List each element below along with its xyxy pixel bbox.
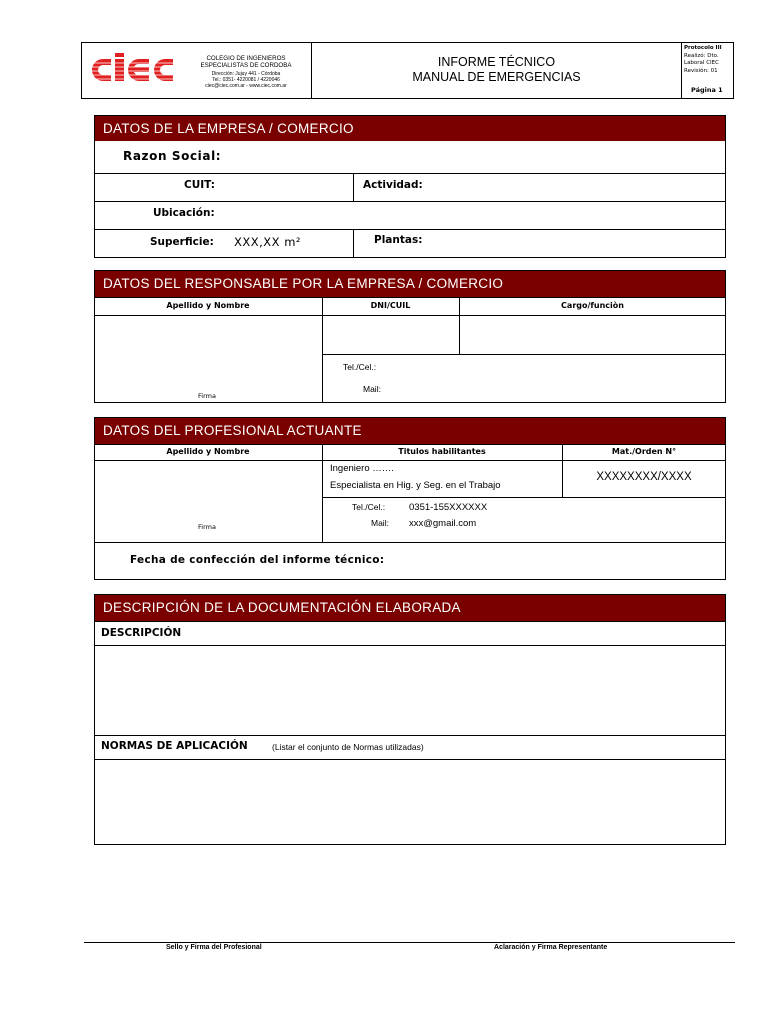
normas-hint: (Listar el conjunto de Normas utilizadas) bbox=[272, 742, 424, 752]
profesional-section-title: DATOS DEL PROFESIONAL ACTUANTE bbox=[95, 418, 725, 444]
college-name-line1: COLEGIO DE INGENIEROS bbox=[206, 55, 286, 62]
college-address: Dirección: Jujuy 441 - Córdoba bbox=[211, 71, 281, 77]
profesional-tel-value: 0351-155XXXXXX bbox=[409, 502, 488, 513]
college-web: ciec@ciec.com.ar - www.ciec.com.ar bbox=[205, 83, 287, 89]
profesional-col-titulos: Titulos habilitantes bbox=[398, 447, 486, 456]
ciec-logo-icon bbox=[87, 53, 183, 87]
ubicacion-label: Ubicación: bbox=[153, 207, 215, 219]
responsable-col-apellido: Apellido y Nombre bbox=[166, 301, 250, 310]
fecha-confeccion-label: Fecha de confección del informe técnico: bbox=[130, 554, 385, 566]
razon-social-label: Razon Social: bbox=[123, 149, 222, 163]
protocol-label: Protocolo III bbox=[684, 45, 722, 51]
labor-label: Laboral CIEC bbox=[684, 60, 719, 66]
profesional-titulo1: Ingeniero ……. bbox=[330, 463, 394, 474]
college-name-line2: ESPECIALISTAS DE CORDOBA bbox=[200, 62, 292, 69]
descripcion-label: DESCRIPCIÓN bbox=[101, 627, 182, 639]
actividad-label: Actividad: bbox=[363, 179, 423, 191]
profesional-titulo2: Especialista en Hig. y Seg. en el Trabajo bbox=[330, 480, 501, 491]
responsable-section-title: DATOS DEL RESPONSABLE POR LA EMPRESA / COMERCIO bbox=[95, 271, 725, 297]
profesional-firma-label: Firma bbox=[198, 523, 216, 531]
revision-label: Revisión: 01 bbox=[684, 67, 718, 74]
plantas-label: Plantas: bbox=[374, 234, 423, 246]
profesional-col-mat: Mat./Orden N° bbox=[611, 447, 677, 456]
profesional-mail-label: Mail: bbox=[371, 518, 389, 528]
responsable-col-cargo: Cargo/funciòn bbox=[561, 301, 624, 310]
header-logo-cell bbox=[82, 43, 312, 98]
header-meta-cell bbox=[682, 43, 734, 98]
profesional-tel-label: Tel./Cel.: bbox=[352, 502, 386, 512]
college-info bbox=[184, 55, 308, 89]
documentacion-section-title: DESCRIPCIÓN DE LA DOCUMENTACIÓN ELABORADA bbox=[95, 595, 725, 621]
responsable-mail-label: Mail: bbox=[363, 384, 381, 394]
footer-aclaracion-firma: Aclaración y Firma Representante bbox=[494, 944, 608, 951]
responsable-tel-label: Tel./Cel.: bbox=[343, 362, 377, 372]
documentacion-section bbox=[94, 594, 726, 845]
profesional-mail-value: xxx@gmail.com bbox=[409, 518, 477, 529]
college-phone: Tel.: 0351- 4220081 / 4220046 bbox=[212, 77, 280, 83]
responsable-col-dni: DNI/CUIL bbox=[370, 301, 411, 310]
document-header bbox=[81, 42, 734, 99]
page-number: Página 1 bbox=[691, 86, 723, 94]
footer-sello-firma: Sello y Firma del Profesional bbox=[166, 944, 262, 951]
responsable-firma-label: Firma bbox=[198, 392, 216, 400]
superficie-label: Superficie: bbox=[150, 236, 214, 248]
cuit-label: CUIT: bbox=[184, 179, 215, 191]
document-title bbox=[312, 55, 681, 85]
superficie-value: XXX,XX m² bbox=[234, 235, 302, 249]
made-by-label: Realizó: Dto. bbox=[684, 52, 719, 59]
profesional-mat-value: XXXXXXXX/XXXX bbox=[596, 471, 692, 483]
profesional-col-apellido: Apellido y Nombre bbox=[166, 447, 250, 456]
normas-label: NORMAS DE APLICACIÓN bbox=[101, 740, 248, 752]
header-title-cell bbox=[312, 43, 682, 98]
title-line2: MANUAL DE EMERGENCIAS bbox=[412, 70, 581, 84]
empresa-section-title: DATOS DE LA EMPRESA / COMERCIO bbox=[95, 116, 725, 141]
title-line1: INFORME TÉCNICO bbox=[437, 55, 556, 69]
